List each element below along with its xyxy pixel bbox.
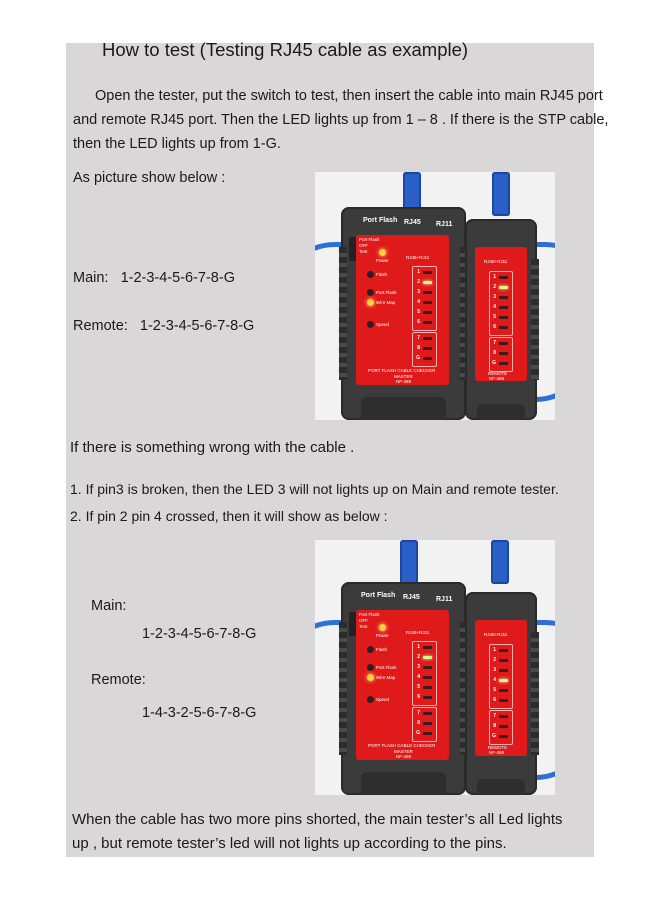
led-1: [499, 276, 508, 279]
led-5: [499, 689, 508, 692]
tester-photo-1: [315, 172, 555, 420]
example1-remote-sequence: 1-2-3-4-5-6-7-8-G: [139, 318, 255, 334]
conclusion-line-2: up , but remote tester’s led will not lights up according to the pins.: [72, 835, 507, 852]
conclusion-line-1: When the cable has two more pins shorted, the main tester’s all Led lights: [72, 811, 563, 828]
rj45-plug-remote: [491, 540, 509, 584]
master-face: Port Flash OFF Test Power RJ45+RJ11 Flash Port Flash Wire Map Speed 1 2 3 4 5 6 7 8 G PORT FLASH CABLE CHECKER MASTER NF-469: [356, 610, 449, 760]
example1-main: [73, 268, 235, 288]
remote-tester: [465, 592, 537, 795]
led-g: [499, 362, 508, 365]
rj45-plug-remote: [492, 172, 510, 216]
led-header: RJ45+RJ11: [484, 259, 508, 264]
led-g: [423, 357, 432, 360]
led-5: [423, 311, 432, 314]
led-5: [499, 316, 508, 319]
led-5: [423, 686, 432, 689]
led-header: RJ45+RJ11: [406, 630, 430, 635]
port-flash-label: Port Flash: [363, 217, 398, 224]
intro-line-3: then the LED lights up from 1-G.: [73, 136, 281, 152]
led-3: [499, 296, 508, 299]
led-g: [499, 735, 508, 738]
led-header: RJ45+RJ11: [484, 632, 508, 637]
led-6: [423, 321, 432, 324]
power-led: [379, 249, 386, 256]
flash-led: [367, 271, 374, 278]
as-picture-label: As picture show below :: [73, 170, 226, 186]
speed-led: [367, 696, 374, 703]
wrong-intro: If there is something wrong with the cable .: [70, 439, 355, 456]
led-8: [499, 725, 508, 728]
led-4: [499, 306, 508, 309]
led-1: [423, 646, 432, 649]
led-3: [423, 291, 432, 294]
port-flash-label: Port Flash: [361, 592, 396, 599]
example2-remote-label: Remote:: [91, 672, 146, 688]
page-title: How to test (Testing RJ45 cable as example): [102, 39, 469, 60]
case-1: 1. If pin3 is broken, then the LED 3 will not lights up on Main and remote tester.: [70, 481, 559, 497]
wire-map-led: [367, 674, 374, 681]
led-4: [423, 301, 432, 304]
intro-line-1: Open the tester, put the switch to test, then insert the cable into main RJ45 port: [95, 88, 603, 104]
example1-remote-label: Remote:: [73, 318, 128, 334]
led-6: [499, 326, 508, 329]
power-led: [379, 624, 386, 631]
led-8: [423, 347, 432, 350]
rj45-port-label: RJ45: [403, 594, 420, 601]
flash-led: [367, 646, 374, 653]
led-2: [423, 656, 432, 659]
example1-main-sequence: 1-2-3-4-5-6-7-8-G: [120, 270, 235, 286]
led-7: [499, 342, 508, 345]
led-7: [423, 712, 432, 715]
remote-face: RJ45+RJ11 1 2 3 4 5 6 7 8 G REMOTE NF-469: [475, 247, 527, 381]
tester-photo-2: [315, 540, 555, 795]
example1-main-label: Main:: [73, 270, 109, 286]
remote-tester: [465, 219, 537, 420]
led-2: [423, 281, 432, 284]
master-tester: [341, 582, 466, 795]
led-3: [499, 669, 508, 672]
led-3: [423, 666, 432, 669]
remote-face: RJ45+RJ11 1 2 3 4 5 6 7 8 G REMOTE NF-469: [475, 620, 527, 756]
led-4: [499, 679, 508, 682]
example2-main-sequence: 1-2-3-4-5-6-7-8-G: [142, 626, 257, 642]
master-face: Port Flash OFF Test Power RJ45+RJ11 Flash Port Flash Wire Map Speed 1 2 3 4 5 6 7 8 G PORT FLASH CABLE CHECKER MASTER NF-469: [356, 235, 449, 385]
port-flash-led: [367, 289, 374, 296]
wire-map-led: [367, 299, 374, 306]
example2-remote-sequence: 1-4-3-2-5-6-7-8-G: [142, 705, 257, 721]
led-g: [423, 732, 432, 735]
led-7: [423, 337, 432, 340]
led-header: RJ45+RJ11: [406, 255, 430, 260]
led-6: [499, 699, 508, 702]
example1-remote: [73, 316, 254, 336]
led-8: [423, 722, 432, 725]
example2-main-label: Main:: [91, 598, 127, 614]
case-2: 2. If pin 2 pin 4 crossed, then it will show as below :: [70, 508, 388, 524]
led-1: [499, 649, 508, 652]
master-tester: [341, 207, 466, 420]
led-4: [423, 676, 432, 679]
speed-led: [367, 321, 374, 328]
led-7: [499, 715, 508, 718]
led-1: [423, 271, 432, 274]
led-6: [423, 696, 432, 699]
rj11-port-label: RJ11: [436, 221, 453, 228]
led-2: [499, 286, 508, 289]
intro-line-2: and remote RJ45 port. Then the LED lights up from 1 – 8 . If there is the STP cable,: [73, 112, 609, 128]
rj45-port-label: RJ45: [404, 219, 421, 226]
rj45-plug-main: [400, 540, 418, 584]
port-flash-led: [367, 664, 374, 671]
led-2: [499, 659, 508, 662]
rj11-port-label: RJ11: [436, 596, 453, 603]
led-8: [499, 352, 508, 355]
